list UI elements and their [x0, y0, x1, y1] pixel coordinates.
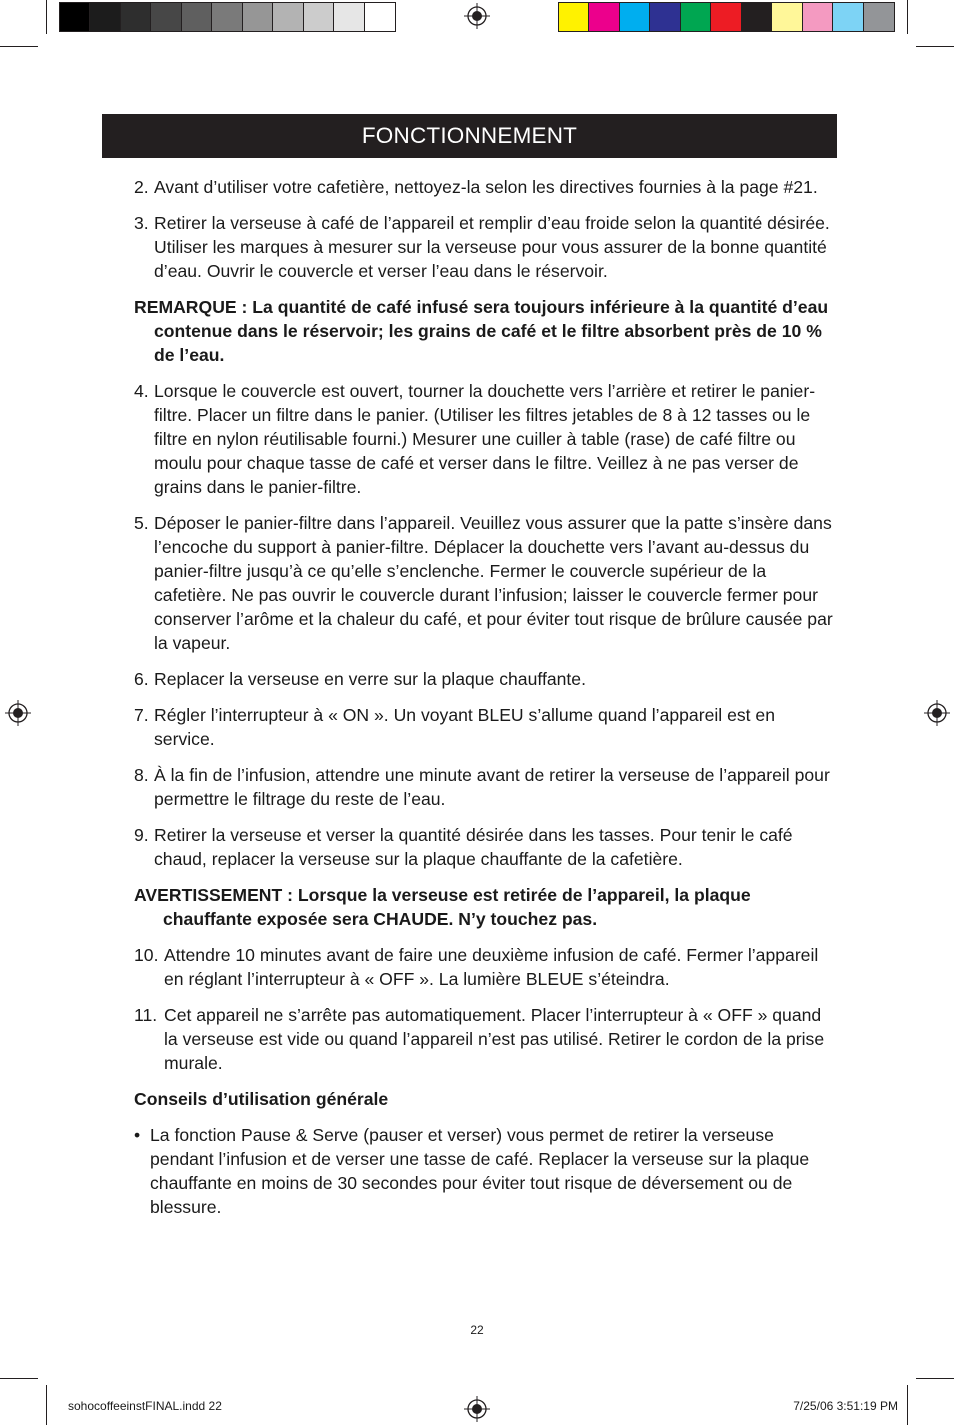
- color-swatch: [742, 3, 772, 31]
- color-swatch: [711, 3, 741, 31]
- note-label: REMARQUE :: [134, 297, 248, 317]
- crop-mark: [916, 1378, 954, 1379]
- step-8: [134, 763, 834, 811]
- bullet-icon: •: [134, 1125, 141, 1145]
- warning-avertissement: [134, 883, 834, 931]
- color-swatch: [681, 3, 711, 31]
- step-text: Retirer la verseuse et verser la quantité désirée dans les tasses. Pour tenir le café chaud, replacer la verseuse sur la plaque chauffante de la cafetière.: [154, 825, 793, 869]
- grayscale-swatch-bar: [59, 2, 396, 32]
- color-swatch: [365, 3, 395, 31]
- registration-mark-icon: [5, 700, 31, 726]
- color-swatch: [864, 3, 894, 31]
- crop-mark: [907, 0, 908, 34]
- step-4: [134, 379, 834, 499]
- crop-mark: [46, 0, 47, 34]
- step-number: 3.: [134, 213, 149, 233]
- color-swatch: [151, 3, 181, 31]
- step-text: Lorsque le couvercle est ouvert, tourner la douchette vers l’arrière et retirer le panier-filtre. Placer un filtre dans le panier. (Utiliser les filtres jetables de 8 à 12 tasses ou le filtre en nylon réutilisable fourni.) Mesurer une cuiller à table (rase) de café filtre ou moulu pour chaque tasse de café et verser dans le filtre. Veillez à ne pas verser de grains dans le panier-filtre.: [154, 381, 816, 497]
- step-number: 11.: [134, 1005, 158, 1025]
- color-swatch: [833, 3, 863, 31]
- color-swatch-bar: [558, 2, 895, 32]
- step-10: [134, 943, 834, 991]
- color-swatch: [772, 3, 802, 31]
- color-swatch: [620, 3, 650, 31]
- step-text: Avant d’utiliser votre cafetière, nettoyez-la selon les directives fournies à la page #21.: [154, 177, 818, 197]
- slug-filename: sohocoffeeinstFINAL.indd 22: [68, 1399, 222, 1413]
- step-text: Déposer le panier-filtre dans l’appareil. Veuillez vous assurer que la patte s’insère dans l’encoche du support à panier-filtre. Déplacer la douchette vers l’avant au-dessus du panier-filtre jusqu’à ce qu’elle s’enclenche. Fermer le couvercle supérieur de la cafetière. Ne pas ouvrir le couvercle durant l’infusion; laisser le couvercle fermer pour conserver l’arôme et la chaleur du café, et pour éviter tout risque de brûlure causée par la vapeur.: [154, 513, 833, 653]
- step-number: 2.: [134, 177, 149, 197]
- step-text: Retirer la verseuse à café de l’appareil et remplir d’eau froide selon la quantité désirée. Utiliser les marques à mesurer sur la verseuse pour vous assurer de la bonne quantité d’eau. Ouvrir le couvercle et verser l’eau dans le réservoir.: [154, 213, 830, 281]
- tips-heading: Conseils d’utilisation générale: [134, 1089, 389, 1109]
- color-swatch: [243, 3, 273, 31]
- step-number: 6.: [134, 669, 149, 689]
- step-9: [134, 823, 834, 871]
- step-number: 4.: [134, 381, 149, 401]
- step-3: [134, 211, 834, 283]
- step-text: Replacer la verseuse en verre sur la plaque chauffante.: [154, 669, 586, 689]
- tip-item: [134, 1123, 834, 1219]
- crop-mark: [46, 1385, 47, 1425]
- step-number: 7.: [134, 705, 149, 725]
- warning-label: AVERTISSEMENT :: [134, 885, 294, 905]
- step-5: [134, 511, 834, 655]
- color-swatch: [334, 3, 364, 31]
- color-swatch: [650, 3, 680, 31]
- registration-mark-icon: [464, 1396, 490, 1422]
- section-title: FONCTIONNEMENT: [102, 114, 837, 158]
- step-number: 8.: [134, 765, 149, 785]
- color-swatch: [559, 3, 589, 31]
- note-text: La quantité de café infusé sera toujours inférieure à la quantité d’eau contenue dans le réservoir; les grains de café et le filtre absorbent près de 10 % de l’eau.: [154, 297, 829, 365]
- step-number: 9.: [134, 825, 149, 845]
- step-text: Régler l’interrupteur à « ON ». Un voyant BLEU s’allume quand l’appareil est en service.: [154, 705, 775, 749]
- registration-mark-icon: [464, 3, 490, 29]
- step-text: Attendre 10 minutes avant de faire une deuxième infusion de café. Fermer l’appareil en réglant l’interrupteur à « OFF ». La lumière BLEUE s’éteindra.: [164, 945, 819, 989]
- note-remarque: [134, 295, 834, 367]
- color-swatch: [121, 3, 151, 31]
- step-11: [134, 1003, 834, 1075]
- warning-text: Lorsque la verseuse est retirée de l’appareil, la plaque chauffante exposée sera CHAUDE. N’y touchez pas.: [163, 885, 751, 929]
- step-text: À la fin de l’infusion, attendre une minute avant de retirer la verseuse de l’appareil pour permettre le filtrage du reste de l’eau.: [154, 765, 830, 809]
- registration-mark-icon: [924, 700, 950, 726]
- page-number: 22: [470, 1323, 484, 1337]
- crop-mark: [0, 46, 38, 47]
- crop-mark: [916, 46, 954, 47]
- instructions-content: [134, 175, 834, 1219]
- step-number: 5.: [134, 513, 149, 533]
- color-swatch: [803, 3, 833, 31]
- step-7: [134, 703, 834, 751]
- color-swatch: [212, 3, 242, 31]
- slug-timestamp: 7/25/06 3:51:19 PM: [793, 1399, 898, 1413]
- color-swatch: [589, 3, 619, 31]
- color-swatch: [60, 3, 90, 31]
- crop-mark: [907, 1385, 908, 1425]
- step-6: [134, 667, 834, 691]
- color-swatch: [182, 3, 212, 31]
- crop-mark: [0, 1378, 38, 1379]
- color-swatch: [90, 3, 120, 31]
- tip-text: La fonction Pause & Serve (pauser et verser) vous permet de retirer la verseuse pendant l’infusion et de verser une tasse de café. Replacer la verseuse sur la plaque chauffante en moins de 30 secondes pour éviter tout risque de déversement ou de blessure.: [150, 1125, 810, 1217]
- color-swatch: [273, 3, 303, 31]
- step-text: Cet appareil ne s’arrête pas automatiquement. Placer l’interrupteur à « OFF » quand la verseuse est vide ou quand l’appareil n’est pas utilisé. Retirer le cordon de la prise murale.: [164, 1005, 825, 1073]
- step-2: [134, 175, 834, 199]
- step-number: 10.: [134, 945, 159, 965]
- color-swatch: [304, 3, 334, 31]
